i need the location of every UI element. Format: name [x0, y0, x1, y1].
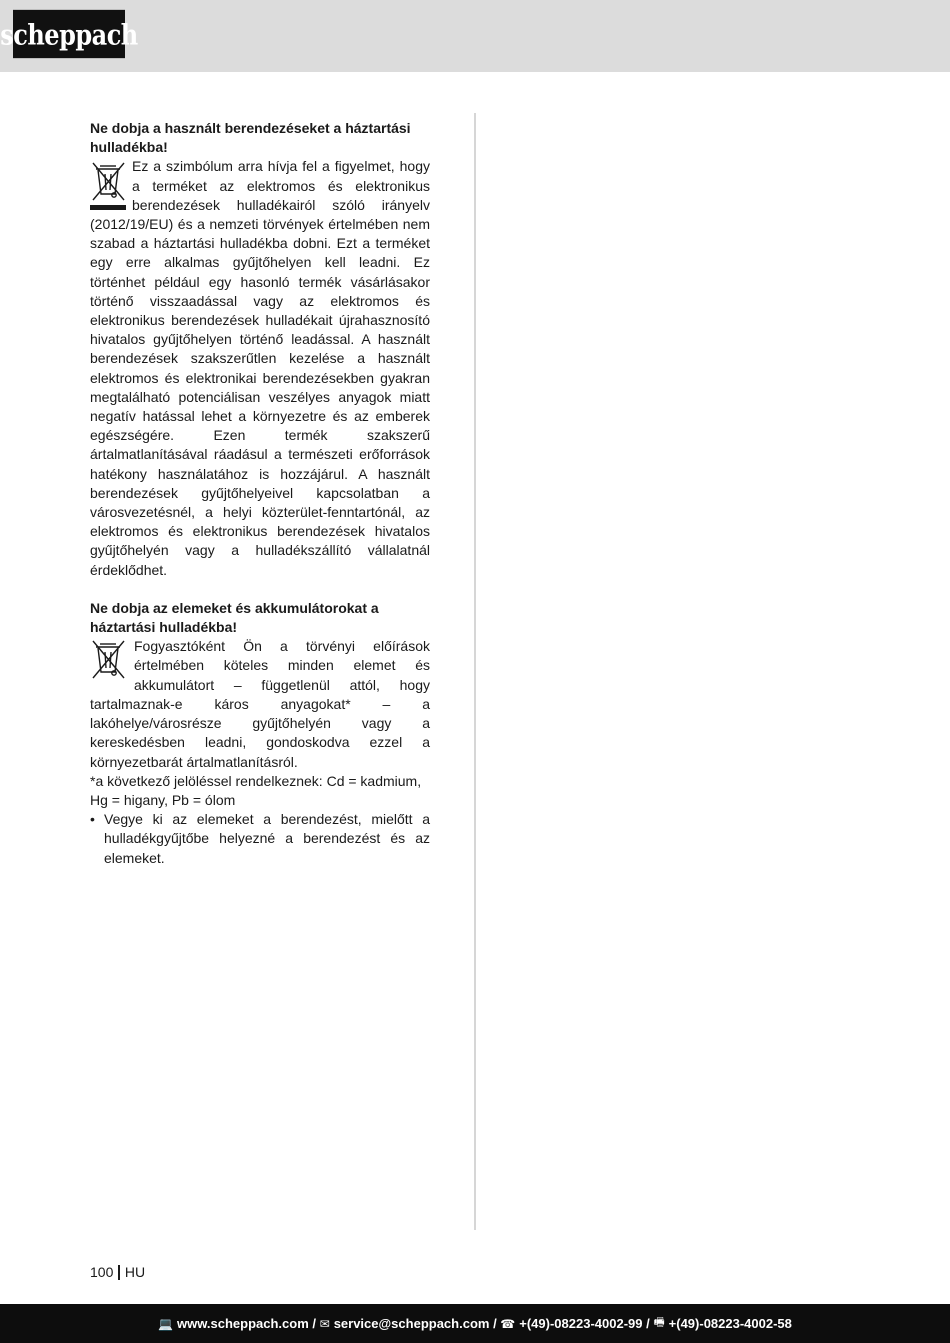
scheppach-logo: scheppach [13, 10, 125, 58]
list-item [90, 810, 430, 868]
fax-icon: 🖷 [653, 1315, 665, 1329]
phone-icon: ☎ [500, 1316, 516, 1331]
battery-heading: Ne dobja az elemeket és akkumulátorokat a háztartási hulladékba! [90, 599, 379, 636]
page-separator [118, 1265, 120, 1280]
footer-separator: / [642, 1316, 654, 1331]
weee-heading: Ne dobja a használt berendezéseket a háztartási hulladékba! [90, 120, 411, 156]
mail-icon: ✉ [319, 1316, 330, 1331]
footer-separator: / [308, 1316, 320, 1331]
laptop-icon: 💻 [158, 1316, 174, 1331]
page-footer [0, 1304, 950, 1343]
footer-website[interactable]: www.scheppach.com [177, 1316, 309, 1331]
footer-separator: / [489, 1316, 501, 1331]
footer-email[interactable]: service@scheppach.com [333, 1316, 490, 1331]
page-number-value: 100 [90, 1264, 114, 1280]
crossed-out-wheelie-bin-icon [90, 160, 128, 212]
column-divider [474, 113, 476, 1230]
weee-body: Ez a szimbólum arra hívja fel a figyelmet, hogy a terméket az elektromos és elektronikus berendezések hulladékairól szóló irányelv (2012/19/EU) és a nemzeti törvények értelmében nem szabad a háztartási hulladékba dobni. Ezt a terméket egy erre alkalmas gyűjtőhelyen kell leadni. Ez történhet például egy hasonló termék vásárlásakor történő visszaadással vagy az elektromos és elektronikus berendezések hulladékait újrahasznosító hivatalos gyűjtőhelyen történő leadással. A használt berendezések szakszerűtlen kezelése a használt elektromos és elektronikai berendezésekben gyakran megtalálható potenciálisan veszélyes anyagok miatt negatív hatással lehet a környezetre és az emberek egészségére. Ezen termék szakszerű ártalmatlanításával ráadásul a természeti erőforrások hatékony használatához is hozzájárul. A használt berendezések gyűjtőhelyeivel kapcsolatban a városvezetésnél, a helyi közterület-fenntartónál, az elektromos és elektronikus berendezések hivatalos gyűjtőhelyén vagy a hulladékszállító vállalatnál érdeklődhet. [90, 158, 430, 578]
bullet-marker: • [90, 811, 95, 828]
page-header [0, 0, 950, 72]
bullet-text: Vegye ki az elemeket a berendezést, mielőtt a hulladékgyűjtőbe helyezné a berendezést és az elemeket. [104, 811, 430, 866]
language-code: HU [124, 1264, 146, 1280]
hazard-note: *a következő jelöléssel rendelkeznek: Cd = kadmium, Hg = higany, Pb = ólom [90, 772, 422, 808]
footer-fax: +(49)-08223-4002-58 [668, 1316, 792, 1331]
battery-body: Fogyasztóként Ön a törvényi előírások értelmében köteles minden elemet és akkumulátort – függetlenül attól, hogy tartalmaznak-e káros anyagokat* – a lakóhelye/városrésze gyűjtőhelyén vagy a kereskedésben leadni, gondoskodva ezzel a környezetbarát ártalmatlanításról. [90, 638, 430, 770]
left-column [90, 119, 430, 868]
crossed-out-wheelie-bin-icon [90, 639, 130, 681]
page-number [90, 1264, 145, 1280]
footer-phone: +(49)-08223-4002-99 [519, 1316, 643, 1331]
